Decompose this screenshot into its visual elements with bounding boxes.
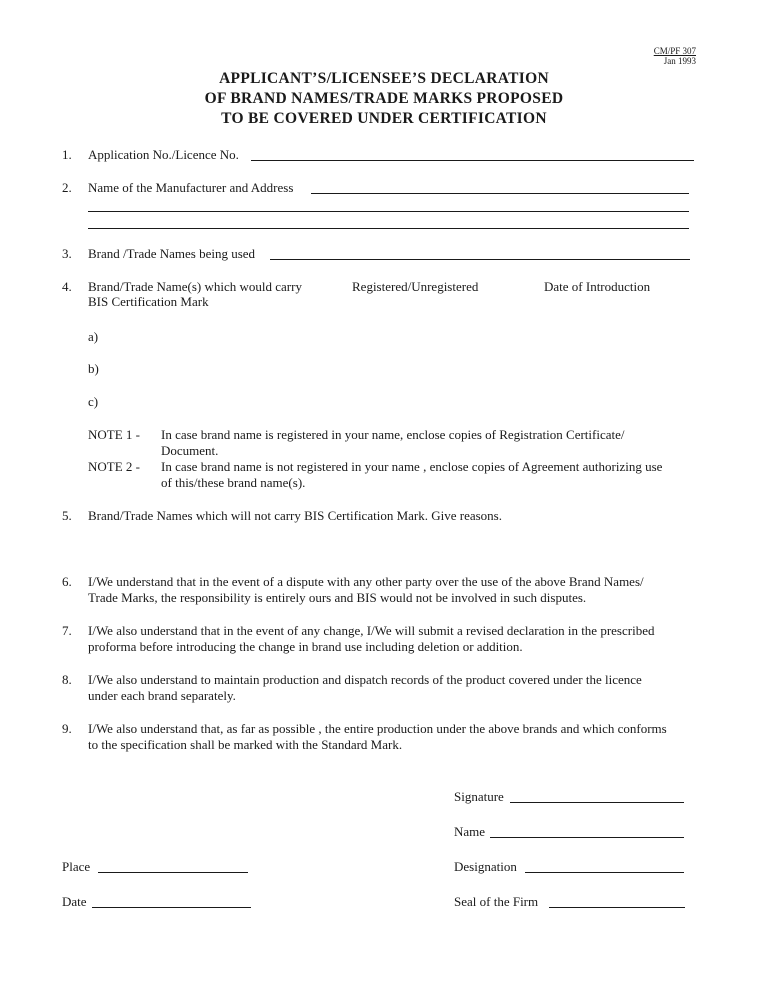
designation-label: Designation <box>454 859 517 874</box>
item-8-line-2: under each brand separately. <box>88 688 236 703</box>
title-line-3: TO BE COVERED UNDER CERTIFICATION <box>221 110 547 127</box>
item-7-line-2: proforma before introducing the change in brand use including deletion or addition. <box>88 639 523 654</box>
item-4-sub-b: b) <box>88 361 99 376</box>
item-2-label: Name of the Manufacturer and Address <box>88 180 294 195</box>
date-label: Date <box>62 894 87 909</box>
signature-field[interactable] <box>510 802 684 803</box>
name-label: Name <box>454 824 486 839</box>
note-1-line-2: Document. <box>161 443 219 458</box>
item-9-number: 9. <box>62 721 72 736</box>
item-9-line-2: to the specification shall be marked with the Standard Mark. <box>88 737 403 752</box>
item-6-line-1: I/We understand that in the event of a dispute with any other party over the use of the above Brand Names/ <box>88 574 644 589</box>
seal-field[interactable] <box>549 907 685 908</box>
item-4-col1-line1: Brand/Trade Name(s) which would carry <box>88 279 302 294</box>
note-2-line-2: of this/these brand name(s). <box>161 475 306 490</box>
item-6-number: 6. <box>62 574 72 589</box>
place-field[interactable] <box>98 872 248 873</box>
note-1-line-1: In case brand name is registered in your name, enclose copies of Registration Certificate/ <box>161 427 625 442</box>
signature-label: Signature <box>454 789 504 804</box>
note-2-label: NOTE 2 - <box>88 459 140 474</box>
address-field-line-2[interactable] <box>88 228 689 229</box>
form-code: CM/PF 307 <box>653 46 696 56</box>
seal-label: Seal of the Firm <box>454 894 539 909</box>
item-6-line-2: Trade Marks, the responsibility is entirely ours and BIS would not be involved in such disputes. <box>88 590 587 605</box>
item-7-number: 7. <box>62 623 72 638</box>
item-4-col2-header: Registered/Unregistered <box>352 279 479 294</box>
manufacturer-name-field[interactable] <box>311 193 689 194</box>
item-4-col1-line2: BIS Certification Mark <box>88 294 209 309</box>
title-line-2: OF BRAND NAMES/TRADE MARKS PROPOSED <box>204 90 564 107</box>
item-3-number: 3. <box>62 246 72 261</box>
item-1-label: Application No./Licence No. <box>88 147 239 162</box>
name-field[interactable] <box>490 837 684 838</box>
note-1-label: NOTE 1 - <box>88 427 140 442</box>
designation-field[interactable] <box>525 872 684 873</box>
note-2-line-1: In case brand name is not registered in your name , enclose copies of Agreement authorizing use <box>161 459 663 474</box>
item-3-label: Brand /Trade Names being used <box>88 246 256 261</box>
item-7-line-1: I/We also understand that in the event of any change, I/We will submit a revised declaration in the prescribed <box>88 623 655 638</box>
item-4-sub-c: c) <box>88 394 99 409</box>
item-2-number: 2. <box>62 180 72 195</box>
place-label: Place <box>62 859 91 874</box>
item-4-number: 4. <box>62 279 72 294</box>
form-date: Jan 1993 <box>663 56 696 66</box>
item-8-line-1: I/We also understand to maintain production and dispatch records of the product covered under the licence <box>88 672 642 687</box>
item-9-line-1: I/We also understand that, as far as possible , the entire production under the above brands and which conforms <box>88 721 667 736</box>
item-5-label: Brand/Trade Names which will not carry BIS Certification Mark. Give reasons. <box>88 508 502 523</box>
item-5-number: 5. <box>62 508 72 523</box>
address-field-line-1[interactable] <box>88 211 689 212</box>
item-8-number: 8. <box>62 672 72 687</box>
title-line-1: APPLICANT’S/LICENSEE’S DECLARATION <box>219 70 549 87</box>
date-field[interactable] <box>92 907 251 908</box>
brand-names-field[interactable] <box>270 259 690 260</box>
application-number-field[interactable] <box>251 160 694 161</box>
item-1-number: 1. <box>62 147 72 162</box>
item-4-col3-header: Date of Introduction <box>544 279 651 294</box>
item-4-sub-a: a) <box>88 329 99 344</box>
